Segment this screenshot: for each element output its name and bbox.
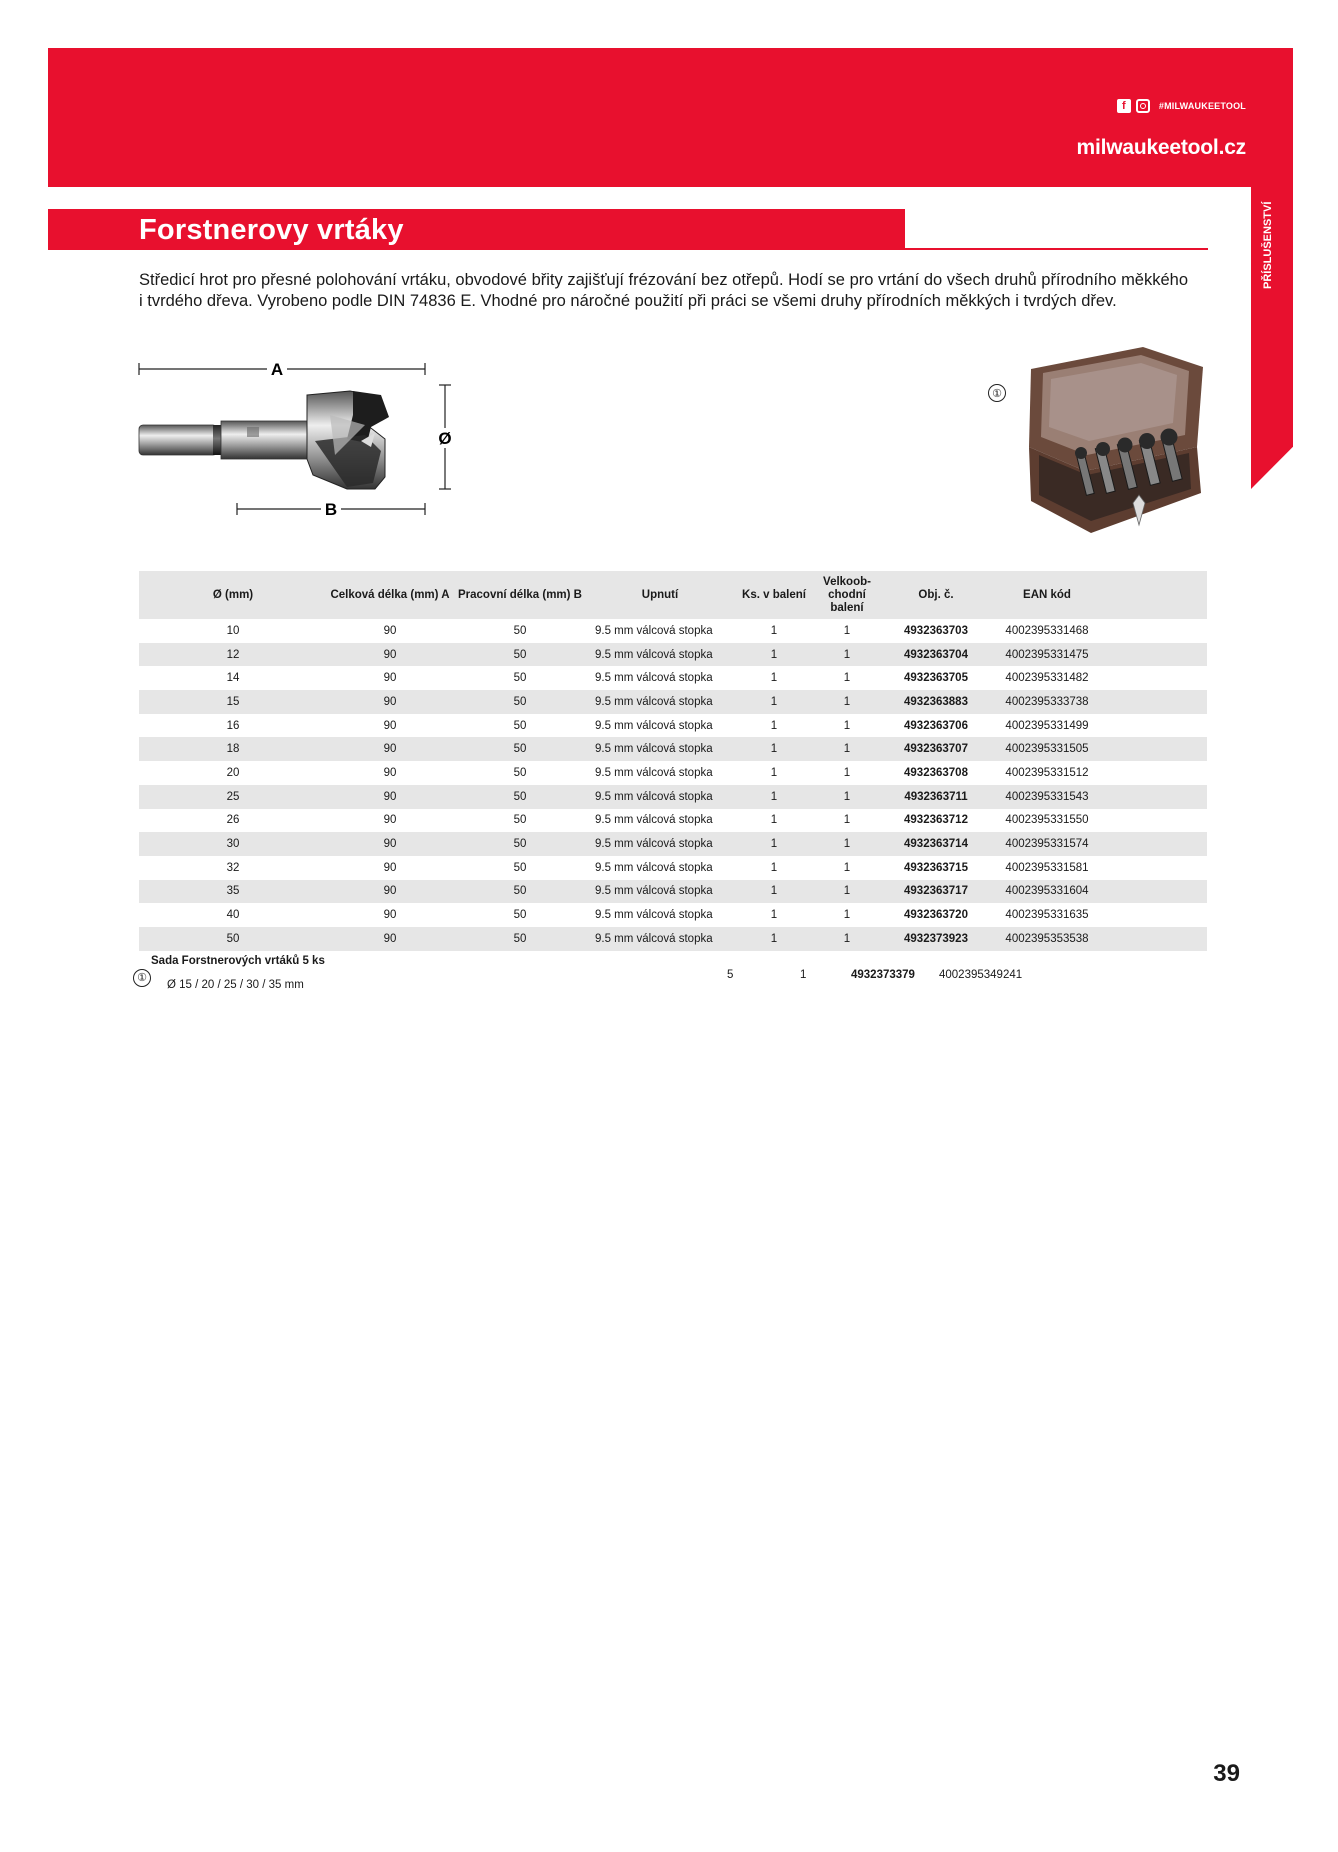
cell-wholesale: 1 [843,766,851,779]
cell-working-length: 50 [513,790,527,803]
cell-wholesale: 1 [843,885,851,898]
table-row [139,856,1207,880]
cell-ean: 4002395331581 [1005,861,1089,874]
cell-diameter: 25 [226,790,240,803]
cell-diameter: 12 [226,648,240,661]
cell-shank: 9.5 mm válcová stopka [595,624,713,637]
cell-wholesale: 1 [843,861,851,874]
table-row [139,714,1207,738]
cell-working-length: 50 [513,695,527,708]
label-a: A [270,360,284,379]
set-pcs: 5 [727,968,734,981]
cell-ean: 4002395331604 [1005,885,1089,898]
cell-order-no: 4932363717 [904,885,968,898]
cell-total-length: 90 [383,648,397,661]
cell-ean: 4002395331505 [1005,743,1089,756]
product-table [139,571,1207,999]
cell-shank: 9.5 mm válcová stopka [595,909,713,922]
cell-wholesale: 1 [843,814,851,827]
side-tab-label: PŘÍSLUŠENSTVÍ [1262,201,1274,289]
cell-total-length: 90 [383,932,397,945]
cell-diameter: 50 [226,932,240,945]
set-marker: ① [133,969,151,987]
product-description: Středicí hrot pro přesné polohování vrtáku, obvodové břity zajišťují frézování bez otřepů. Hodí se pro vrtání do všech druhů přírodního měkkého i tvrdého dřeva. Vyrobeno podle DIN 74836 E. Vhodné pro náročné použití při práci se všemi druhy přírodních měkkých i tvrdých dřev. [139,271,1189,310]
label-b: B [324,500,338,519]
site-url[interactable]: milwaukeetool.cz [1076,136,1246,159]
hashtag: #MILWAUKEETOOL [1158,101,1246,111]
cell-pcs: 1 [770,695,778,708]
table-row [139,690,1207,714]
cell-total-length: 90 [383,790,397,803]
table-row [139,643,1207,667]
cell-order-no: 4932363714 [904,838,968,851]
table-row [139,832,1207,856]
cell-diameter: 35 [226,885,240,898]
cell-order-no: 4932363703 [904,624,968,637]
cell-ean: 4002395331543 [1005,790,1089,803]
cell-order-no: 4932363708 [904,766,968,779]
cell-wholesale: 1 [843,648,851,661]
table-row [139,666,1207,690]
header-bar [48,48,1293,187]
cell-order-no: 4932363706 [904,719,968,732]
page-number: 39 [1213,1760,1240,1787]
col-order-no: Obj. č. [918,588,954,601]
set-row [139,951,1207,999]
cell-wholesale: 1 [843,743,851,756]
kit-marker: ① [988,384,1006,402]
set-ean: 4002395349241 [939,968,1023,981]
cell-wholesale: 1 [843,838,851,851]
cell-shank: 9.5 mm válcová stopka [595,743,713,756]
cell-pcs: 1 [770,672,778,685]
table-header [139,571,1207,619]
cell-ean: 4002395331499 [1005,719,1089,732]
cell-order-no: 4932363704 [904,648,968,661]
cell-working-length: 50 [513,885,527,898]
cell-ean: 4002395331482 [1005,672,1089,685]
cell-diameter: 14 [226,672,240,685]
cell-pcs: 1 [770,909,778,922]
instagram-icon[interactable] [1136,99,1150,113]
cell-total-length: 90 [383,719,397,732]
cell-pcs: 1 [770,743,778,756]
cell-working-length: 50 [513,932,527,945]
cell-diameter: 26 [226,814,240,827]
cell-shank: 9.5 mm válcová stopka [595,932,713,945]
cell-pcs: 1 [770,861,778,874]
cell-diameter: 40 [226,909,240,922]
cell-order-no: 4932373923 [904,932,968,945]
cell-pcs: 1 [770,932,778,945]
set-order-no: 4932373379 [851,968,915,981]
cell-wholesale: 1 [843,932,851,945]
cell-diameter: 20 [226,766,240,779]
cell-shank: 9.5 mm válcová stopka [595,695,713,708]
col-working-length: Pracovní délka (mm) B [458,588,582,601]
cell-diameter: 16 [226,719,240,732]
cell-working-length: 50 [513,909,527,922]
set-sizes: Ø 15 / 20 / 25 / 30 / 35 mm [167,978,304,991]
cell-shank: 9.5 mm válcová stopka [595,790,713,803]
cell-wholesale: 1 [843,909,851,922]
col-shank: Upnutí [641,588,679,601]
cell-ean: 4002395331468 [1005,624,1089,637]
cell-shank: 9.5 mm válcová stopka [595,672,713,685]
cell-wholesale: 1 [843,695,851,708]
cell-diameter: 32 [226,861,240,874]
title-underline [48,248,1208,250]
table-row [139,737,1207,761]
table-row [139,785,1207,809]
page-title: Forstnerovy vrtáky [139,214,404,246]
cell-pcs: 1 [770,624,778,637]
cell-wholesale: 1 [843,672,851,685]
cell-working-length: 50 [513,861,527,874]
cell-shank: 9.5 mm válcová stopka [595,719,713,732]
cell-pcs: 1 [770,885,778,898]
col-diameter: Ø (mm) [212,588,254,601]
cell-pcs: 1 [770,648,778,661]
cell-total-length: 90 [383,814,397,827]
cell-total-length: 90 [383,885,397,898]
cell-order-no: 4932363705 [904,672,968,685]
cell-working-length: 50 [513,719,527,732]
cell-total-length: 90 [383,861,397,874]
cell-working-length: 50 [513,648,527,661]
set-name: Sada Forstnerových vrtáků 5 ks [151,954,325,967]
cell-order-no: 4932363707 [904,743,968,756]
cell-working-length: 50 [513,838,527,851]
col-total-length: Celková délka (mm) A [330,588,450,601]
cell-order-no: 4932363720 [904,909,968,922]
table-row [139,809,1207,833]
cell-wholesale: 1 [843,624,851,637]
cell-shank: 9.5 mm válcová stopka [595,814,713,827]
cell-diameter: 30 [226,838,240,851]
cell-ean: 4002395353538 [1005,932,1089,945]
cell-diameter: 10 [226,624,240,637]
cell-shank: 9.5 mm válcová stopka [595,885,713,898]
col-wholesale: Velkoob-chodní balení [823,575,871,614]
cell-working-length: 50 [513,814,527,827]
cell-diameter: 18 [226,743,240,756]
table-row [139,761,1207,785]
col-pcs: Ks. v balení [742,588,806,601]
cell-total-length: 90 [383,624,397,637]
cell-total-length: 90 [383,695,397,708]
cell-working-length: 50 [513,672,527,685]
cell-ean: 4002395331475 [1005,648,1089,661]
cell-order-no: 4932363712 [904,814,968,827]
cell-working-length: 50 [513,766,527,779]
cell-total-length: 90 [383,766,397,779]
cell-shank: 9.5 mm válcová stopka [595,766,713,779]
cell-diameter: 15 [226,695,240,708]
cell-pcs: 1 [770,838,778,851]
cell-total-length: 90 [383,743,397,756]
cell-shank: 9.5 mm válcová stopka [595,648,713,661]
table-row [139,619,1207,643]
col-ean: EAN kód [1023,588,1071,601]
table-row [139,880,1207,904]
table-row [139,903,1207,927]
cell-ean: 4002395331512 [1005,766,1089,779]
cell-ean: 4002395333738 [1005,695,1089,708]
cell-working-length: 50 [513,624,527,637]
cell-ean: 4002395331635 [1005,909,1089,922]
cell-wholesale: 1 [843,719,851,732]
cell-ean: 4002395331574 [1005,838,1089,851]
cell-total-length: 90 [383,672,397,685]
table-body [139,619,1207,951]
cell-pcs: 1 [770,814,778,827]
cell-total-length: 90 [383,838,397,851]
facebook-icon[interactable]: f [1117,99,1131,113]
kit-case-image [1025,343,1210,538]
set-wholesale: 1 [800,968,807,981]
table-row [139,927,1207,951]
cell-pcs: 1 [770,790,778,803]
cell-total-length: 90 [383,909,397,922]
cell-wholesale: 1 [843,790,851,803]
cell-shank: 9.5 mm válcová stopka [595,861,713,874]
cell-pcs: 1 [770,766,778,779]
social-links [1117,98,1246,114]
cell-shank: 9.5 mm válcová stopka [595,838,713,851]
cell-pcs: 1 [770,719,778,732]
cell-working-length: 50 [513,743,527,756]
cell-order-no: 4932363715 [904,861,968,874]
cell-order-no: 4932363711 [904,790,968,803]
cell-order-no: 4932363883 [904,695,968,708]
drill-bit-diagram [135,355,465,530]
label-diameter: Ø [438,429,452,448]
cell-ean: 4002395331550 [1005,814,1089,827]
